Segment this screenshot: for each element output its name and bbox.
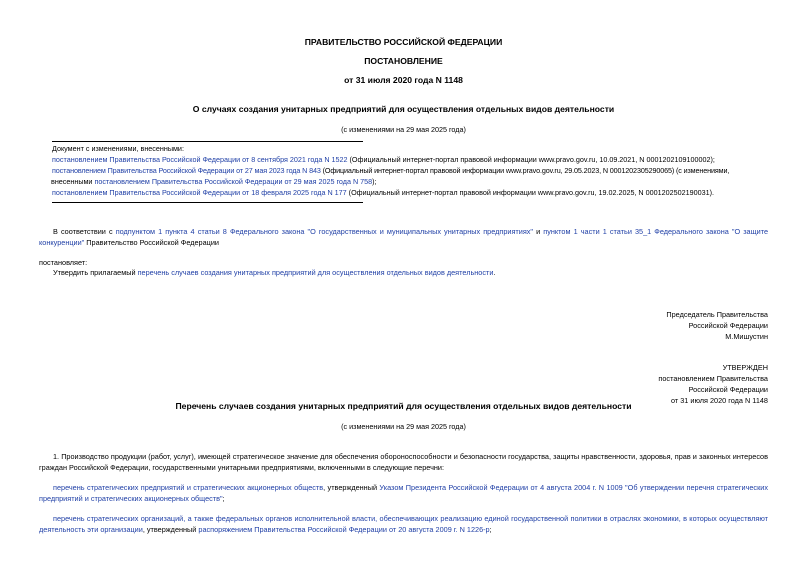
list-item-1: 1. Производство продукции (работ, услуг), имеющей стратегическое значение для обеспечения обороноспособности и безопасности государства, защиты нравственности, здоровья, прав и законных интересов граждан Российской Федерации, государственными унитарными предприятиями, включенными в следующие перечни:: [39, 452, 768, 473]
strategic-enterprises-link[interactable]: перечень стратегических предприятий и стратегических акционерных обществ: [53, 483, 324, 492]
signature-line-2: Российской Федерации: [688, 321, 768, 330]
approved-line-1: постановлением Правительства: [658, 374, 768, 383]
amendment-item: постановлением Правительства Российской Федерации от 27 мая 2023 года N 843 (Официальный интернет-портал правовой информации www.pravo.gov.ru, 29.05.2023, N 0001202305290065) (с изменениями,: [52, 166, 730, 175]
date-number-heading: от 31 июля 2020 года N 1148: [344, 75, 463, 85]
approved-line-2: Российской Федерации: [688, 385, 768, 394]
document-title: О случаях создания унитарных предприятий для осуществления отдельных видов деятельности: [192, 104, 615, 114]
preamble-paragraph: В соответствии с подпунктом 1 пункта 4 статьи 8 Федерального закона "О государственных и муниципальных унитарных предприятиях" и пунктом 1 части 1 статьи 35_1 Федерального закона "О защите конкуренции" Правительство Российской Федерации: [39, 227, 769, 248]
amendment-link[interactable]: постановлением Правительства Российской Федерации от 18 февраля 2025 года N 177: [52, 188, 347, 197]
amendments-block: [52, 143, 772, 198]
changes-note: (с изменениями на 29 мая 2025 года): [341, 125, 466, 134]
government-heading: ПРАВИТЕЛЬСТВО РОССИЙСКОЙ ФЕДЕРАЦИИ: [304, 37, 503, 47]
signature-name: М.Мишустин: [725, 332, 768, 341]
list-title: Перечень случаев создания унитарных предприятий для осуществления отдельных видов деятельности: [175, 401, 632, 411]
divider-bottom: [52, 202, 363, 203]
law-link-competition[interactable]: пунктом 1 части 1 статьи 35_1 Федерального закона "О защите конкуренции": [39, 227, 769, 248]
amendment-item: внесенными постановлением Правительства Российской Федерации от 29 мая 2025 года N 758);: [51, 177, 377, 186]
government-order-link[interactable]: распоряжением Правительства Российской Федерации от 20 августа 2009 г. N 1226-р: [198, 525, 490, 535]
approved-label: УТВЕРЖДЕН: [722, 363, 768, 372]
presidential-decree-link[interactable]: Указом Президента Российской Федерации от 4 августа 2004 г. N 1009 "Об утверждении перечня стратегических предприятий и стратегических акционерных обществ": [39, 483, 768, 504]
doc-type-heading: ПОСТАНОВЛЕНИЕ: [364, 56, 443, 66]
list-subitem-strategic-organizations: перечень стратегических организаций, а также федеральных органов исполнительной власти, обеспечивающих реализацию единой государственной политики в отраслях экономики, в которых осуществляют деятельность эти организации, утвержденный распоряжением Правительства Российской Федерации от 20 августа 2009 г. N 1226-р;: [39, 514, 768, 535]
signature-line-1: Председатель Правительства: [666, 310, 768, 319]
divider-top: [52, 141, 363, 142]
amendments-intro: Документ с изменениями, внесенными:: [52, 144, 184, 153]
list-changes-note: (с изменениями на 29 мая 2025 года): [341, 422, 466, 431]
law-link-unitary[interactable]: подпунктом 1 пункта 4 статьи 8 Федерального закона "О государственных и муниципальных унитарных предприятиях": [115, 227, 534, 236]
approved-line-3: от 31 июля 2020 года N 1148: [670, 396, 768, 405]
approve-list-link[interactable]: перечень случаев создания унитарных предприятий для осуществления отдельных видов деятельности: [137, 268, 494, 277]
approve-paragraph: Утвердить прилагаемый перечень случаев создания унитарных предприятий для осуществления отдельных видов деятельности.: [53, 268, 496, 277]
amendment-link[interactable]: постановлением Правительства Российской Федерации от 8 сентября 2021 года N 1522: [52, 155, 348, 164]
amendment-link[interactable]: постановлением Правительства Российской Федерации от 27 мая 2023 года N 843: [52, 166, 321, 175]
amendment-item: постановлением Правительства Российской Федерации от 8 сентября 2021 года N 1522 (Официальный интернет-портал правовой информации www.pravo.gov.ru, 10.09.2021, N 0001202109100002);: [52, 155, 715, 164]
amendment-item: постановлением Правительства Российской Федерации от 18 февраля 2025 года N 177 (Официальный интернет-портал правовой информации www.pravo.gov.ru, 19.02.2025, N 0001202502190031).: [52, 188, 714, 197]
decides-label: постановляет:: [39, 258, 88, 267]
amendment-link[interactable]: постановлением Правительства Российской Федерации от 29 мая 2025 года N 758: [94, 177, 373, 186]
list-subitem-strategic-enterprises: перечень стратегических предприятий и стратегических акционерных обществ, утвержденный Указом Президента Российской Федерации от 4 августа 2004 г. N 1009 "Об утверждении перечня стратегических предприятий и стратегических акционерных обществ";: [39, 483, 768, 504]
strategic-organizations-link[interactable]: перечень стратегических организаций, а также федеральных органов исполнительной власти, обеспечивающих реализацию единой государственной политики в отраслях экономики, в которых осуществляют деятельность эти организации: [39, 514, 768, 535]
